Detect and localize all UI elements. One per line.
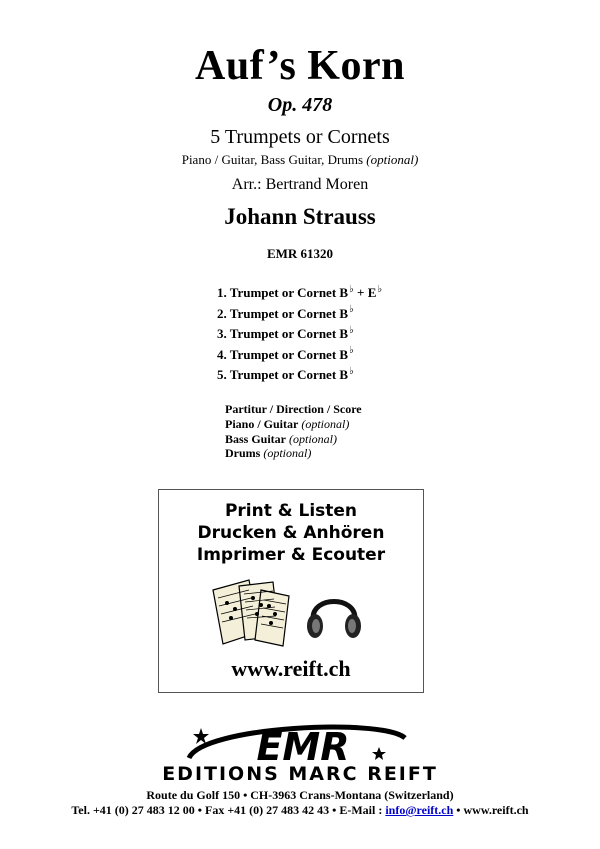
part-item xyxy=(217,365,382,386)
score-part-item xyxy=(225,446,362,461)
part-suffix: + E xyxy=(353,285,377,300)
sub-instrumentation-text: Piano / Guitar, Bass Guitar, Drums xyxy=(181,152,364,167)
composer: Johann Strauss xyxy=(224,204,376,229)
print-listen-box xyxy=(158,489,424,693)
part-label: 2. Trumpet or Cornet B xyxy=(217,305,349,321)
part-label: 3. Trumpet or Cornet B xyxy=(217,326,349,341)
arranger: Arr.: Bertrand Moren xyxy=(231,176,369,193)
score-part-name: Piano / Guitar xyxy=(225,416,299,431)
score-part-name: Bass Guitar xyxy=(225,431,287,446)
promo-url: www.reift.ch xyxy=(231,656,351,681)
publisher-address: Route du Golf 150 • CH-3963 Crans-Montana (Switzerland) xyxy=(146,788,454,802)
part-label: 5. Trumpet or Cornet B xyxy=(217,367,349,382)
score-part-item xyxy=(225,417,362,432)
part-label: 4. Trumpet or Cornet B xyxy=(217,346,349,362)
part-label: 1. Trumpet or Cornet B xyxy=(217,285,349,300)
sub-instrumentation xyxy=(0,152,600,168)
score-part-name: Partitur / Direction / Score xyxy=(225,402,362,416)
score-part-item xyxy=(225,432,362,447)
promo-line-drucken: Drucken & Anhören xyxy=(197,523,385,543)
sheet-music-icon xyxy=(209,576,297,648)
score-part-optional: (optional) xyxy=(289,431,338,446)
emr-logo-text: EMR xyxy=(256,725,350,769)
part-item xyxy=(217,283,382,304)
score-part-item xyxy=(225,402,362,417)
score-parts-list xyxy=(225,402,362,461)
flat-symbol: ♭ xyxy=(349,324,354,336)
publisher-contact xyxy=(0,803,600,818)
score-part-name: Drums xyxy=(225,446,261,461)
headphones-icon xyxy=(303,584,365,644)
part-item xyxy=(217,345,382,366)
catalog-number: EMR 61320 xyxy=(266,246,334,261)
opus-number: Op. 478 xyxy=(267,94,333,116)
flat-symbol: ♭ xyxy=(377,283,383,295)
flat-symbol: ♭ xyxy=(349,345,354,357)
parts-list xyxy=(217,283,382,386)
publisher-name: EDITIONS MARC REIFT xyxy=(162,763,438,785)
promo-line-imprimer: Imprimer & Ecouter xyxy=(196,545,386,565)
email-link[interactable]: info@reift.ch xyxy=(385,803,454,817)
score-part-optional: (optional) xyxy=(263,446,312,461)
flat-symbol: ♭ xyxy=(349,283,354,295)
sub-instrumentation-optional: (optional) xyxy=(366,152,419,167)
flat-symbol: ♭ xyxy=(349,304,354,316)
contact-suffix: • www.reift.ch xyxy=(453,803,529,817)
piece-title: Auf’s Korn xyxy=(195,43,405,89)
promo-line-print-listen: Print & Listen xyxy=(224,501,358,521)
part-item xyxy=(217,304,382,325)
contact-prefix: Tel. +41 (0) 27 483 12 00 • Fax +41 (0) 27 483 42 43 • E-Mail : xyxy=(71,803,386,817)
score-part-optional: (optional) xyxy=(301,416,350,431)
instrumentation: 5 Trumpets or Cornets xyxy=(210,126,390,148)
part-item xyxy=(217,324,382,345)
flat-symbol: ♭ xyxy=(349,365,354,377)
